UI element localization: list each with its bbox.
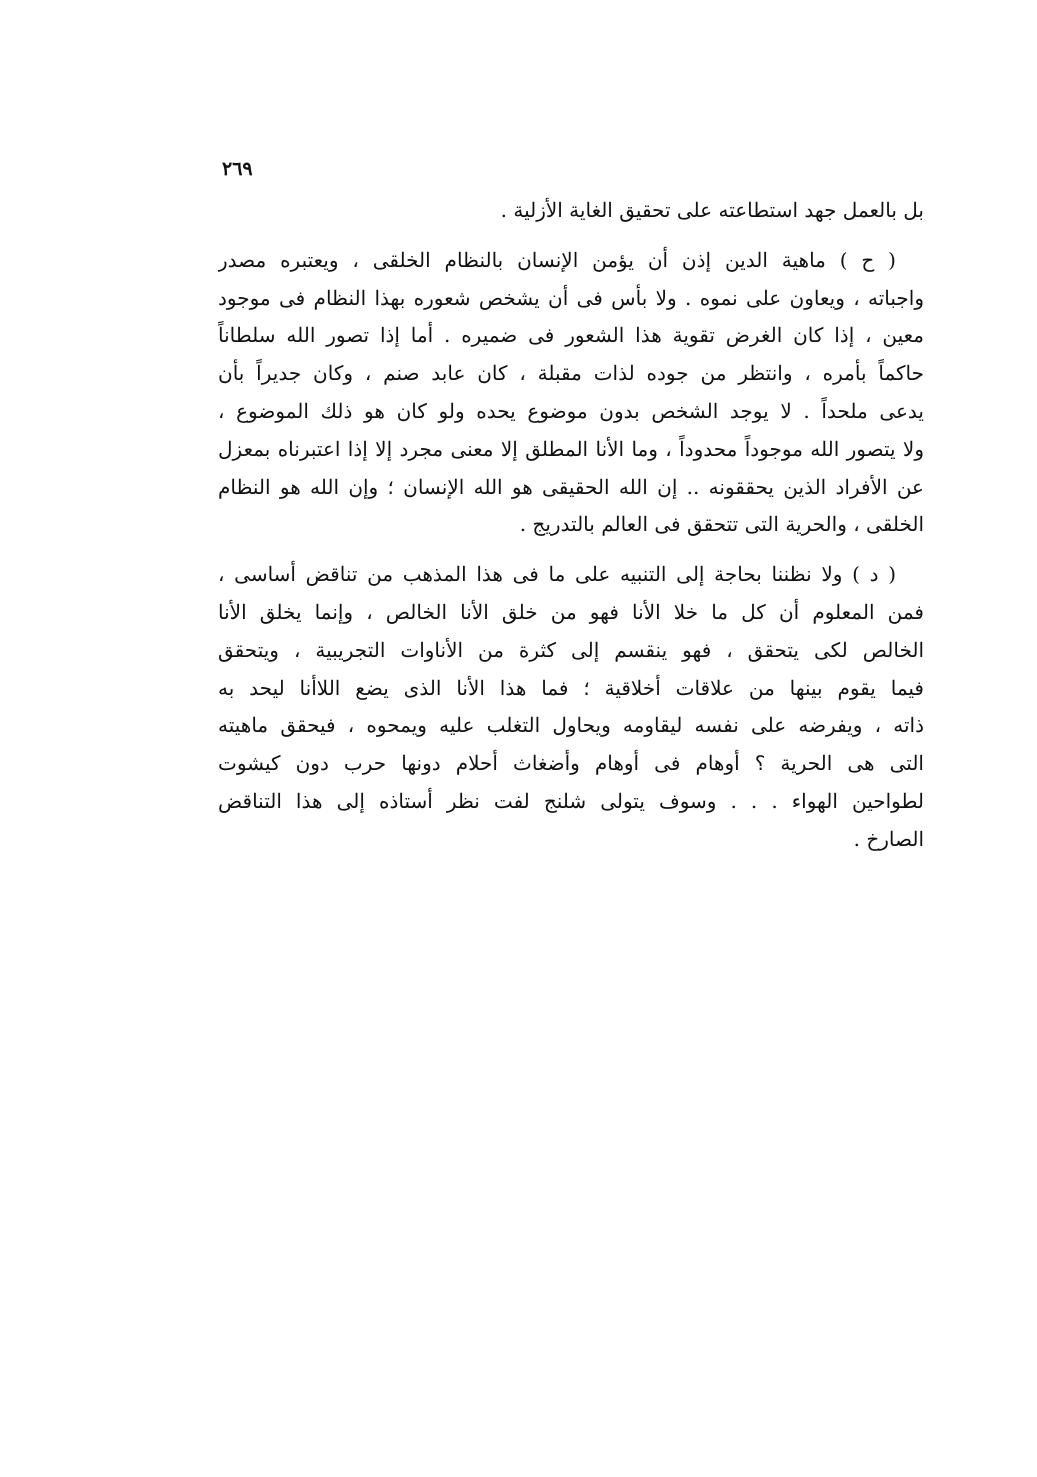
paragraph-section-h (218, 242, 924, 544)
text-line: التى هى الحرية ؟ أوهام فى أوهام وأضغاث أحلام دونها حرب دون كيشوت (218, 751, 924, 776)
text-line: حاكماً بأمره ، وانتظر من جوده لذات مقبلة ، كان عابد صنم ، وكان جديراً بأن (218, 361, 924, 386)
text-line: بل بالعمل جهد استطاعته على تحقيق الغاية الأزلية . (500, 198, 924, 222)
text-line: الخالص لكى يتحقق ، فهو ينقسم إلى كثرة من الأناوات التجريبية ، ويتحقق (218, 637, 924, 662)
text-line: ( ح ) ماهية الدين إذن أن يؤمن الإنسان بالنظام الخلقى ، ويعتبره مصدر (218, 247, 896, 272)
page-number: ٢٦٩ (222, 158, 253, 180)
text-line: ( د ) ولا نظننا بحاجة إلى التنبيه على ما فى هذا المذهب من تناقض أساسى ، (218, 562, 896, 587)
body-text (218, 192, 924, 859)
paragraph-continuation (218, 192, 924, 230)
text-line: يدعى ملحداً . لا يوجد الشخص بدون موضوع يحده ولو كان هو ذلك الموضوع ، (218, 398, 924, 423)
text-line: فيما يقوم بينها من علاقات أخلاقية ؛ فما هذا الأنا الذى يضع اللاأنا ليحد به (218, 675, 924, 700)
text-line: ولا يتصور الله موجوداً محدوداً ، وما الأنا المطلق إلا معنى مجرد إلا إذا اعتبرناه بمعزل (218, 436, 924, 461)
paragraph-section-d (218, 556, 924, 858)
text-line: معين ، إذا كان الغرض تقوية هذا الشعور فى ضميره . أما إذا تصور الله سلطاناً (218, 323, 924, 348)
text-line: ذاته ، ويفرضه على نفسه ليقاومه ويحاول التغلب عليه ويمحوه ، فيحقق ماهيته (218, 713, 924, 738)
text-line: الخلقى ، والحرية التى تتحقق فى العالم بالتدريج . (519, 512, 924, 537)
text-line: فمن المعلوم أن كل ما خلا الأنا فهو من خلق الأنا الخالص ، وإنما يخلق الأنا (218, 599, 924, 624)
text-line: لطواحين الهواء . . . وسوف يتولى شلنج لفت نظر أستاذه إلى هذا التناقض (218, 788, 924, 813)
text-line: الصارخ . (853, 826, 924, 851)
text-line: واجباته ، ويعاون على نموه . ولا بأس فى أن يشخص شعوره بهذا النظام فى موجود (218, 285, 924, 310)
text-line: عن الأفراد الذين يحققونه .. إن الله الحقيقى هو الله الإنسان ؛ وإن الله هو النظام (218, 474, 924, 499)
